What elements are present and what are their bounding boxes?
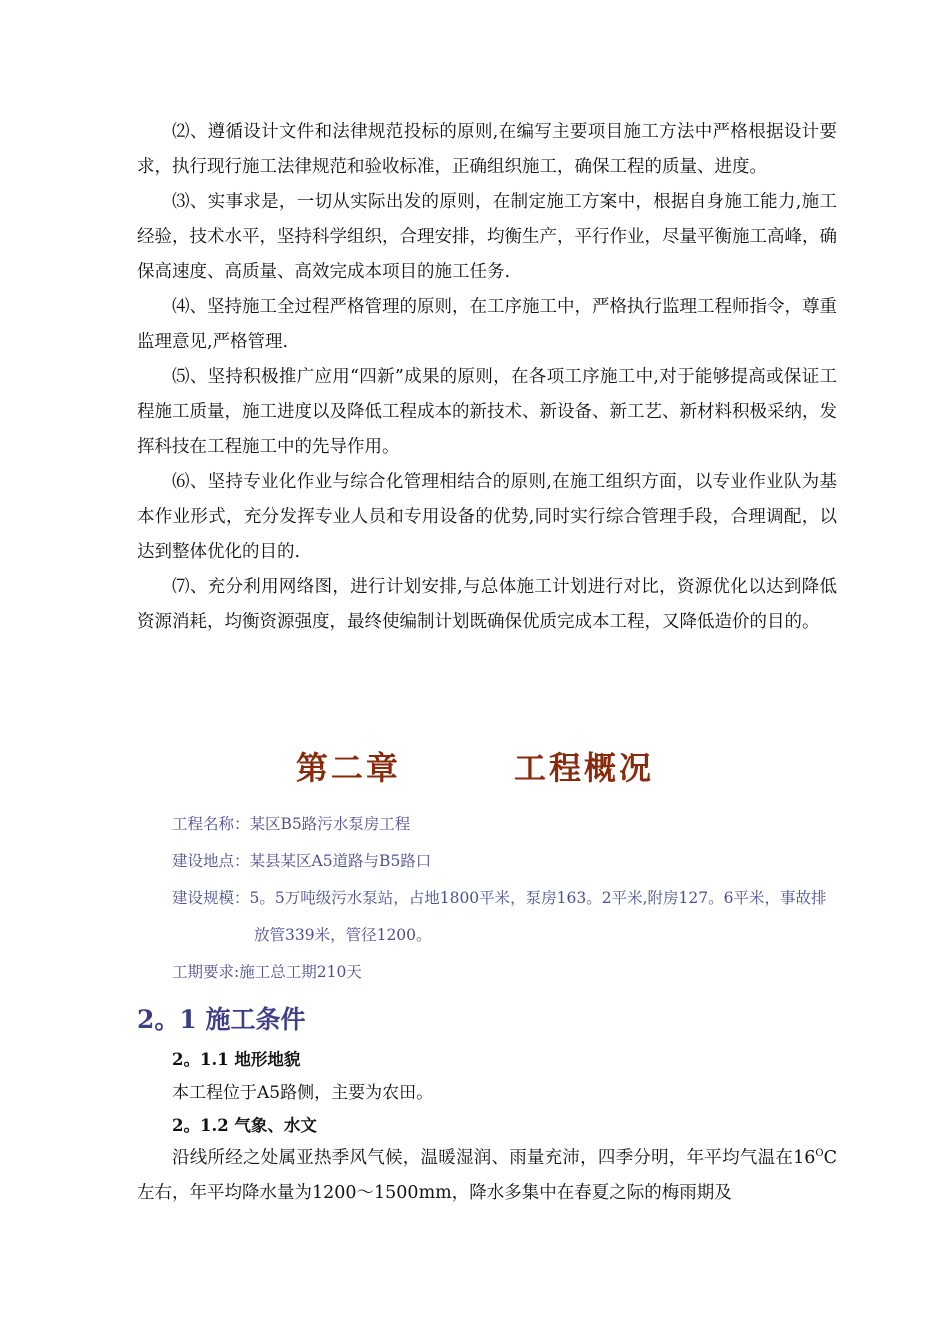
climate-text-end: C左右，年平均降水量为1200～1500mm，降水多集中在春夏之际的梅雨期及 [137, 1147, 837, 1203]
climate-text-start: 沿线所经之处属亚热季风气候，温暖湿润、雨量充沛，四季分明，年平均气温在16 [172, 1147, 816, 1168]
climate-paragraph [137, 1136, 837, 1211]
principle-7: ⑺、充分利用网络图，进行计划安排,与总体施工计划进行对比，资源优化以达到降低资源消耗，均衡资源强度，最终使编制计划既确保优质完成本工程，又降低造价的目的。 [137, 577, 837, 632]
section-title: 2。1 施工条件 [137, 1005, 306, 1034]
degree-superscript: O [815, 1148, 824, 1159]
subsection-climate-title: 2。1.2 气象、水文 [172, 1116, 317, 1135]
project-scale: 建设规模：5。5万吨级污水泵站，占地1800平米，泵房163。2平米,附房127。6平米，事故排放管339米，管径1200。 [172, 889, 827, 944]
principle-4: ⑷、坚持施工全过程严格管理的原则，在工序施工中，严格执行监理工程师指令，尊重监理意见,严格管理. [137, 297, 837, 352]
climate-text [137, 1136, 837, 1211]
chapter-title: 第二章 工程概况 [295, 749, 655, 787]
project-location: 建设地点：某县某区A5道路与B5路口 [172, 852, 432, 870]
subsection-terrain-title: 2。1.1 地形地貌 [172, 1050, 301, 1069]
project-name: 工程名称：某区B5路污水泵房工程 [172, 815, 411, 833]
project-info [172, 806, 840, 991]
project-schedule: 工期要求:施工总工期210天 [172, 963, 362, 981]
terrain-text: 本工程位于A5路侧，主要为农田。 [172, 1083, 434, 1103]
principle-6: ⑹、坚持专业化作业与综合化管理相结合的原则,在施工组织方面，以专业作业队为基本作业形式，充分发挥专业人员和专用设备的优势,同时实行综合管理手段，合理调配，以达到整体优化的目的. [137, 472, 837, 562]
principle-5: ⑸、坚持积极推广应用“四新”成果的原则，在各项工序施工中,对于能够提高或保证工程施工质量，施工进度以及降低工程成本的新技术、新设备、新工艺、新材料积极采纳，发挥科技在工程施工中的先导作用。 [137, 367, 837, 457]
principle-3: ⑶、实事求是，一切从实际出发的原则，在制定施工方案中，根据自身施工能力,施工经验，技术水平，坚持科学组织，合理安排，均衡生产，平行作业，尽量平衡施工高峰，确保高速度、高质量、高效完成本项目的施工任务. [137, 192, 837, 282]
principles-list [137, 115, 837, 640]
principle-2: ⑵、遵循设计文件和法律规范投标的原则,在编写主要项目施工方法中严格根据设计要求，执行现行施工法律规范和验收标准，正确组织施工，确保工程的质量、进度。 [137, 122, 837, 177]
